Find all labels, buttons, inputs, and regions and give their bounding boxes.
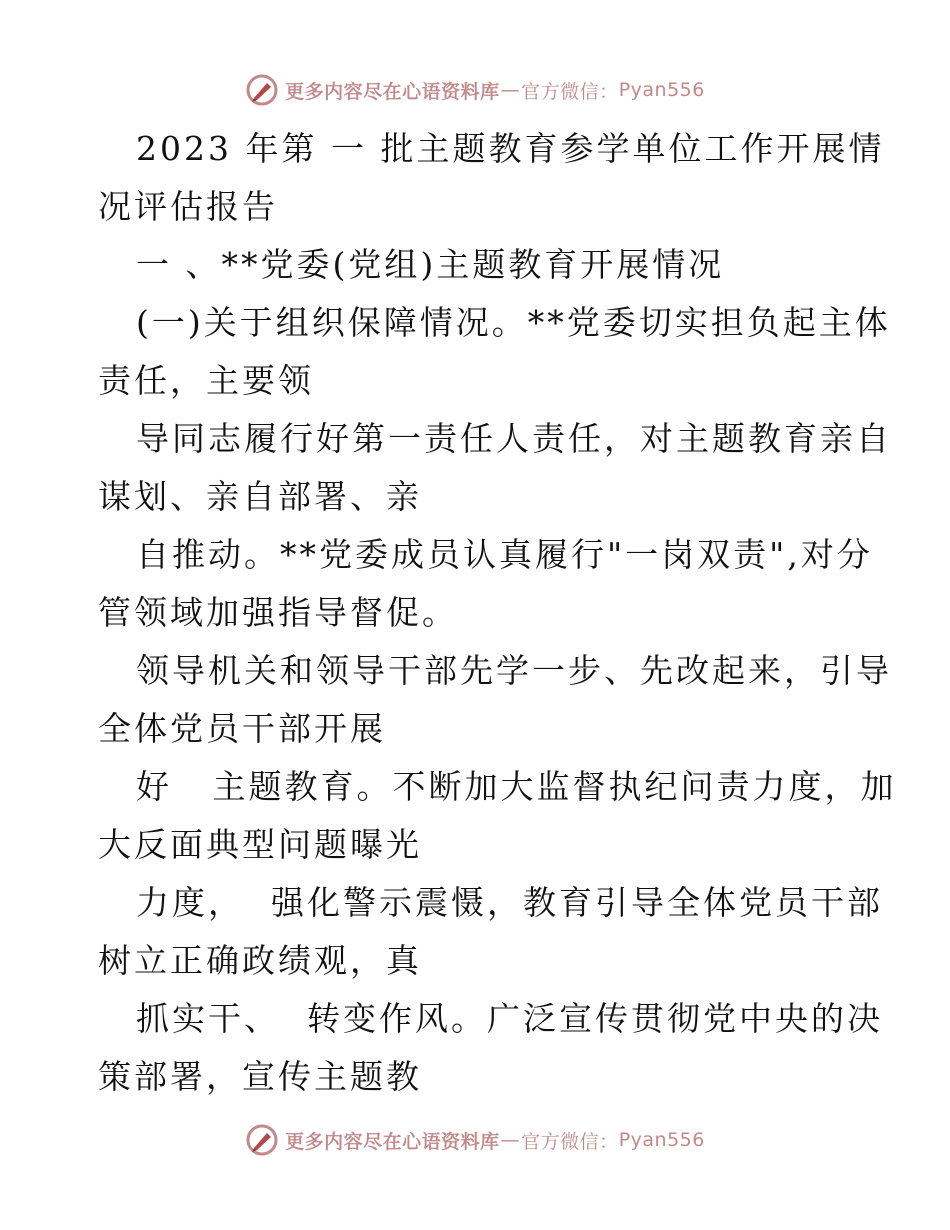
doc-line-11: 全体党员干部开展 xyxy=(98,709,386,748)
watermark-label: 官方微信： xyxy=(521,1130,619,1153)
doc-line-15: 树立正确政绩观，真 xyxy=(98,941,422,980)
watermark-dash: — xyxy=(500,1129,521,1151)
doc-line-9: 管领域加强指导督促。 xyxy=(98,593,458,632)
watermark-main-text: 更多内容尽在心语资料库 xyxy=(285,80,500,103)
doc-line-1: 2023 年第 一 批主题教育参学单位工作开展情 xyxy=(136,129,885,168)
doc-line-17: 策部署，宣传主题教 xyxy=(98,1057,422,1096)
doc-line-14: 力度， 强化警示震慑，教育引导全体党员干部 xyxy=(136,883,883,922)
watermark-id: Pyan556 xyxy=(618,1129,705,1151)
pen-nib-logo-icon xyxy=(245,1123,279,1157)
doc-line-10: 领导机关和领导干部先学一步、先改起来，引导 xyxy=(136,651,892,690)
doc-line-16: 抓实干、 转变作风。广泛宣传贯彻党中央的决 xyxy=(136,999,883,1038)
watermark-main-text: 更多内容尽在心语资料库 xyxy=(285,1130,500,1153)
doc-line-8: 自推动。**党委成员认真履行"一岗双责",对分 xyxy=(136,535,873,574)
doc-line-6: 导同志履行好第一责任人责任，对主题教育亲自 xyxy=(136,419,892,458)
doc-line-3: 一 、**党委(党组)主题教育开展情况 xyxy=(136,245,725,284)
watermark-footer xyxy=(0,1118,950,1162)
doc-line-4: (一)关于组织保障情况。**党委切实担负起主体 xyxy=(136,303,891,342)
doc-line-12: 好 主题教育。不断加大监督执纪问责力度，加 xyxy=(136,767,897,806)
doc-line-2: 况评估报告 xyxy=(98,187,278,226)
watermark-header xyxy=(0,68,950,112)
watermark-label: 官方微信： xyxy=(521,80,619,103)
pen-nib-logo-icon xyxy=(245,73,279,107)
watermark-id: Pyan556 xyxy=(618,79,705,101)
doc-line-13: 大反面典型问题曝光 xyxy=(98,825,422,864)
doc-line-5: 责任，主要领 xyxy=(98,361,314,400)
watermark-dash: — xyxy=(500,79,521,101)
doc-line-7: 谋划、亲自部署、亲 xyxy=(98,477,422,516)
